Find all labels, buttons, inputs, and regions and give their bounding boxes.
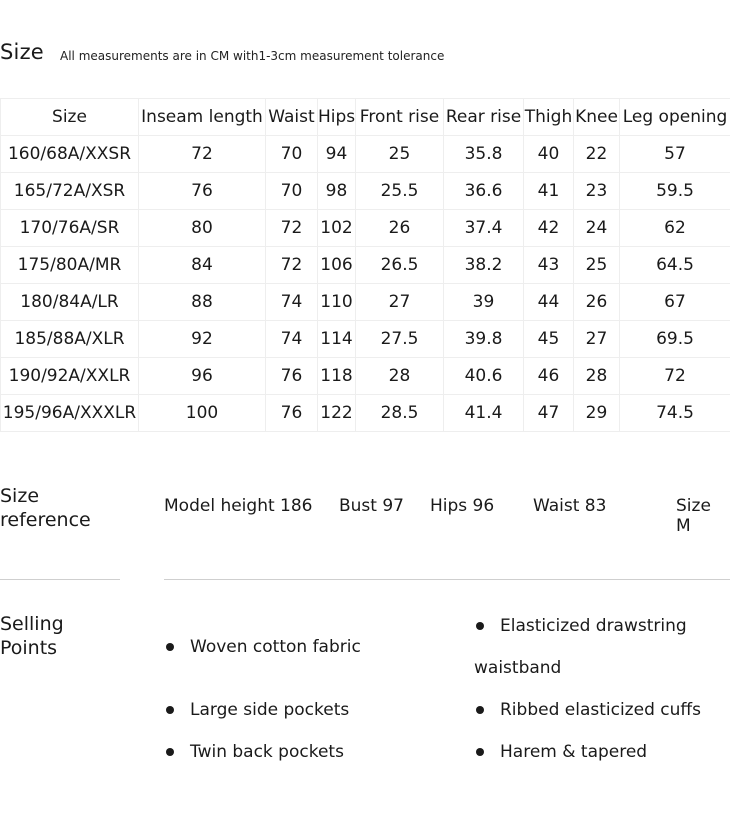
table-cell: 38.2 <box>444 247 524 284</box>
table-cell: 29 <box>574 395 620 432</box>
table-cell: 46 <box>524 358 574 395</box>
table-cell: 74 <box>266 321 318 358</box>
table-cell: 28 <box>574 358 620 395</box>
divider-right <box>164 579 730 580</box>
table-cell: 45 <box>524 321 574 358</box>
selling-point <box>476 742 647 762</box>
selling-point-text: Twin back pockets <box>190 742 344 762</box>
table-cell: 106 <box>318 247 356 284</box>
selling-point <box>476 700 701 720</box>
selling-point-text: waistband <box>474 658 562 678</box>
table-row <box>1 173 730 210</box>
table-cell: 70 <box>266 136 318 173</box>
table-cell: 37.4 <box>444 210 524 247</box>
table-cell: 23 <box>574 173 620 210</box>
measurement-note: All measurements are in CM with1-3cm measurement tolerance <box>60 49 445 63</box>
table-cell: 62 <box>620 210 730 247</box>
table-cell: 185/88A/XLR <box>1 321 139 358</box>
table-row <box>1 358 730 395</box>
column-header: Inseam length <box>139 99 266 136</box>
table-header-row <box>1 99 730 136</box>
table-cell: 74 <box>266 284 318 321</box>
table-cell: 26.5 <box>356 247 444 284</box>
selling-point-text: Woven cotton fabric <box>190 637 361 657</box>
table-cell: 72 <box>620 358 730 395</box>
table-cell: 36.6 <box>444 173 524 210</box>
bullet-icon <box>476 622 484 630</box>
table-cell: 47 <box>524 395 574 432</box>
column-header: Knee <box>574 99 620 136</box>
model-hips: Hips 96 <box>430 496 495 516</box>
table-row <box>1 247 730 284</box>
table-cell: 76 <box>266 395 318 432</box>
table-cell: 40 <box>524 136 574 173</box>
table-cell: 76 <box>266 358 318 395</box>
model-height: Model height 186 <box>164 496 313 516</box>
table-cell: 39 <box>444 284 524 321</box>
table-row <box>1 321 730 358</box>
table-cell: 24 <box>574 210 620 247</box>
table-cell: 41.4 <box>444 395 524 432</box>
table-cell: 100 <box>139 395 266 432</box>
table-cell: 27 <box>356 284 444 321</box>
column-header: Waist <box>266 99 318 136</box>
table-cell: 96 <box>139 358 266 395</box>
table-cell: 94 <box>318 136 356 173</box>
table-cell: 170/76A/SR <box>1 210 139 247</box>
table-cell: 27.5 <box>356 321 444 358</box>
table-cell: 74.5 <box>620 395 730 432</box>
table-cell: 35.8 <box>444 136 524 173</box>
table-cell: 84 <box>139 247 266 284</box>
selling-point-text: Ribbed elasticized cuffs <box>500 700 701 720</box>
table-cell: 72 <box>139 136 266 173</box>
bullet-icon <box>166 748 174 756</box>
table-cell: 118 <box>318 358 356 395</box>
table-cell: 88 <box>139 284 266 321</box>
table-cell: 180/84A/LR <box>1 284 139 321</box>
table-cell: 26 <box>574 284 620 321</box>
table-cell: 25.5 <box>356 173 444 210</box>
selling-point <box>166 742 344 762</box>
model-waist: Waist 83 <box>533 496 607 516</box>
table-cell: 40.6 <box>444 358 524 395</box>
table-cell: 43 <box>524 247 574 284</box>
bullet-icon <box>476 748 484 756</box>
table-cell: 165/72A/XSR <box>1 173 139 210</box>
table-row <box>1 210 730 247</box>
size-reference-label-line: reference <box>0 509 91 531</box>
table-cell: 98 <box>318 173 356 210</box>
table-cell: 27 <box>574 321 620 358</box>
table-cell: 76 <box>139 173 266 210</box>
selling-point <box>476 616 687 636</box>
table-cell: 67 <box>620 284 730 321</box>
table-cell: 195/96A/XXXLR <box>1 395 139 432</box>
column-header: Rear rise <box>444 99 524 136</box>
table-cell: 72 <box>266 210 318 247</box>
table-cell: 44 <box>524 284 574 321</box>
table-cell: 69.5 <box>620 321 730 358</box>
selling-point-text: Harem & tapered <box>500 742 648 762</box>
table-row <box>1 395 730 432</box>
model-size: Size M <box>676 496 711 536</box>
table-cell: 80 <box>139 210 266 247</box>
table-cell: 59.5 <box>620 173 730 210</box>
table-cell: 22 <box>574 136 620 173</box>
table-cell: 190/92A/XXLR <box>1 358 139 395</box>
column-header: Size <box>1 99 139 136</box>
table-cell: 110 <box>318 284 356 321</box>
column-header: Front rise <box>356 99 444 136</box>
table-cell: 70 <box>266 173 318 210</box>
column-header: Leg opening <box>620 99 730 136</box>
table-row <box>1 284 730 321</box>
selling-points-label-line: Points <box>0 637 58 659</box>
size-reference-label <box>0 484 91 532</box>
table-cell: 28 <box>356 358 444 395</box>
table-cell: 122 <box>318 395 356 432</box>
table-cell: 102 <box>318 210 356 247</box>
selling-point <box>166 700 349 720</box>
table-cell: 28.5 <box>356 395 444 432</box>
selling-points-label <box>0 612 64 660</box>
selling-point-text: Large side pockets <box>190 700 350 720</box>
divider-left <box>0 579 120 580</box>
page-title: Size <box>0 40 44 64</box>
table-cell: 25 <box>356 136 444 173</box>
selling-points-label-line: Selling <box>0 613 64 635</box>
selling-point-text: Elasticized drawstring <box>500 616 687 636</box>
table-cell: 57 <box>620 136 730 173</box>
table-cell: 64.5 <box>620 247 730 284</box>
bullet-icon <box>166 643 174 651</box>
selling-point-continuation <box>474 658 561 678</box>
size-reference-label-line: Size <box>0 485 40 507</box>
table-cell: 26 <box>356 210 444 247</box>
bullet-icon <box>166 706 174 714</box>
model-bust: Bust 97 <box>339 496 404 516</box>
table-row <box>1 136 730 173</box>
column-header: Thigh <box>524 99 574 136</box>
table-cell: 160/68A/XXSR <box>1 136 139 173</box>
bullet-icon <box>476 706 484 714</box>
selling-point <box>166 637 361 657</box>
table-cell: 175/80A/MR <box>1 247 139 284</box>
table-cell: 72 <box>266 247 318 284</box>
size-table <box>0 98 730 432</box>
table-cell: 41 <box>524 173 574 210</box>
table-cell: 39.8 <box>444 321 524 358</box>
table-cell: 114 <box>318 321 356 358</box>
table-cell: 92 <box>139 321 266 358</box>
table-cell: 42 <box>524 210 574 247</box>
column-header: Hips <box>318 99 356 136</box>
table-cell: 25 <box>574 247 620 284</box>
